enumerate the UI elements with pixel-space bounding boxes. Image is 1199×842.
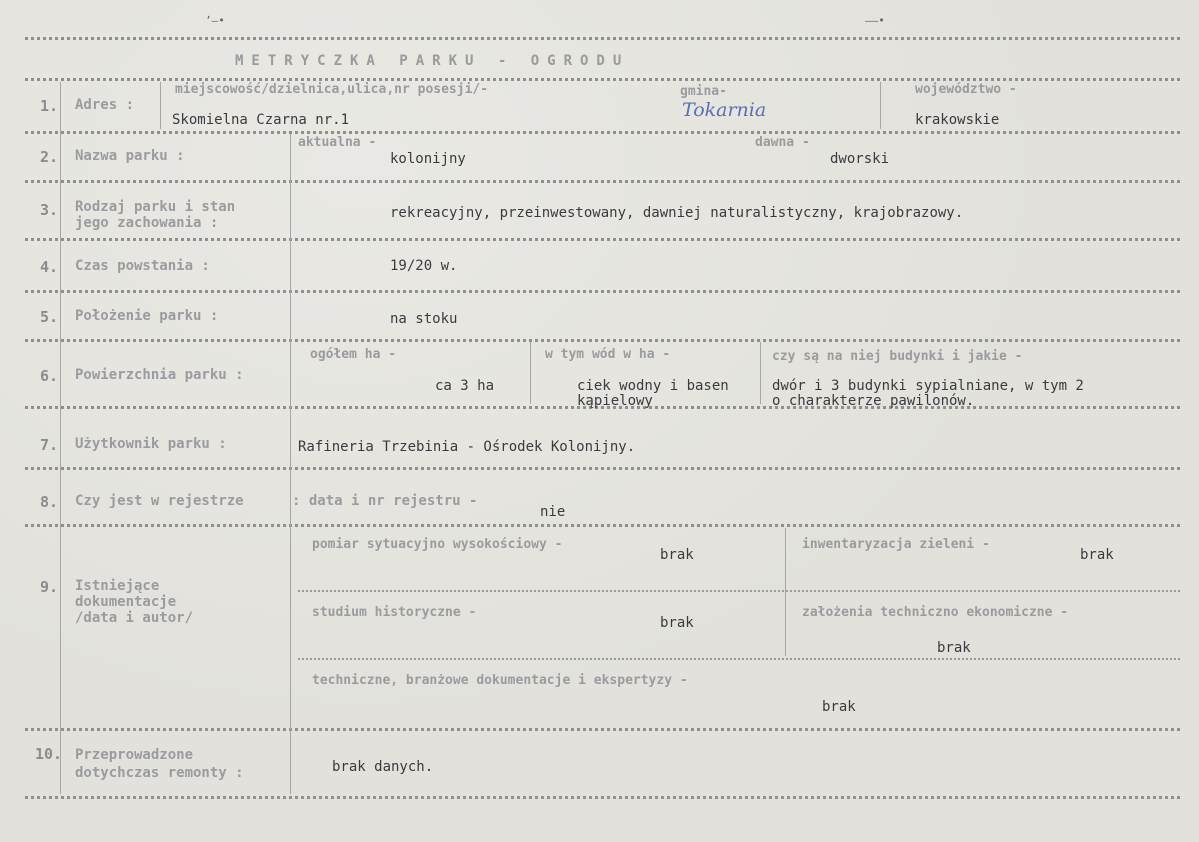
row9-studium-label: studium historyczne -	[312, 605, 477, 620]
row5-number: 5.	[40, 308, 59, 326]
rule-after-row5	[25, 339, 1180, 342]
row6-number: 6.	[40, 367, 59, 385]
row9-zalozenia-label: założenia techniczno ekonomiczne -	[802, 605, 1069, 620]
rule-bottom	[25, 796, 1180, 799]
row7-value: Rafineria Trzebinia - Ośrodek Kolonijny.	[298, 439, 636, 455]
row3-number: 3.	[40, 201, 59, 219]
row1-sub-local: miejscowość/dzielnica,ulica,nr posesji/-	[175, 82, 489, 97]
row8-label: Czy jest w rejestrze	[75, 493, 244, 509]
row7-label: Użytkownik parku :	[75, 436, 227, 452]
rule-row6-a	[530, 342, 531, 404]
row6-buildings-value-line1: dwór i 3 budynki sypialniane, w tym 2	[772, 378, 1084, 394]
row4-label: Czas powstania :	[75, 258, 210, 274]
rule-top	[25, 37, 1180, 40]
row1-number: 1.	[40, 97, 59, 115]
card-title: METRYCZKA PARKU - OGRODU	[235, 53, 630, 69]
rule-row9-column	[785, 528, 786, 656]
row9-zalozenia-value: brak	[937, 640, 971, 656]
row6-buildings-value-line2: o charakterze pawilonów.	[772, 393, 975, 409]
row9-pomiar-value: brak	[660, 547, 694, 563]
rule-after-row8	[25, 524, 1180, 527]
rule-row6-b	[760, 342, 761, 404]
row2-current-value: kolonijny	[390, 151, 466, 167]
rule-row1-label	[160, 82, 161, 129]
row1-woj-value: krakowskie	[915, 112, 1000, 128]
row2-number: 2.	[40, 148, 59, 166]
row5-label: Położenie parku :	[75, 308, 219, 324]
rule-after-row2	[25, 180, 1180, 183]
row3-label-line2: jego zachowania :	[75, 215, 219, 231]
rule-after-row7	[25, 467, 1180, 470]
row6-sub-water: w tym wód w ha -	[545, 347, 671, 362]
row6-water-value-line2: kąpielowy	[577, 393, 653, 409]
row1-sub-gmina: gmina-	[680, 84, 727, 99]
row6-water-value-line1: ciek wodny i basen	[577, 378, 729, 394]
row9-techniczne-value: brak	[822, 699, 856, 715]
rule-row1-woj	[880, 82, 881, 129]
row9-techniczne-label: techniczne, branżowe dokumentacje i ekspertyzy -	[312, 673, 688, 688]
row6-sub-buildings: czy są na niej budynki i jakie -	[772, 349, 1023, 364]
row2-label: Nazwa parku :	[75, 148, 185, 164]
row8-value: nie	[540, 504, 566, 520]
row9-pomiar-label: pomiar sytuacyjno wysokościowy -	[312, 537, 563, 552]
rule-after-row9	[25, 728, 1180, 731]
row10-label-line2: dotychczas remonty :	[75, 765, 244, 781]
row1-label: Adres :	[75, 97, 135, 113]
row10-number: 10.	[35, 745, 63, 763]
row6-sub-total: ogółem ha -	[310, 347, 397, 362]
rule-row9-b	[298, 658, 1180, 660]
row3-label-line1: Rodzaj parku i stan	[75, 199, 236, 215]
row4-value: 19/20 w.	[390, 258, 458, 274]
row9-number: 9.	[40, 578, 59, 596]
row1-local-value: Skomielna Czarna nr.1	[172, 112, 350, 128]
row8-sub: : data i nr rejestru -	[292, 493, 478, 509]
row2-sub-current: aktualna -	[298, 135, 377, 150]
top-mark-left: ʼ–•	[205, 14, 225, 27]
row9-label-line1: Istniejące	[75, 578, 160, 594]
row9-label-line3: /data i autor/	[75, 610, 194, 626]
row8-number: 8.	[40, 493, 59, 511]
row3-value: rekreacyjny, przeinwestowany, dawniej naturalistyczny, krajobrazowy.	[390, 205, 964, 221]
row9-inwentaryzacja-label: inwentaryzacja zieleni -	[802, 537, 990, 552]
row2-sub-old: dawna -	[755, 135, 810, 150]
rule-after-row3	[25, 238, 1180, 241]
row5-value: na stoku	[390, 311, 458, 327]
row1-sub-woj: województwo -	[915, 82, 1017, 97]
rule-after-row1	[25, 131, 1180, 134]
rule-label-column	[290, 134, 291, 794]
row9-label-line2: dokumentacje	[75, 594, 177, 610]
row1-gmina-handwritten: Tokarnia	[682, 99, 767, 121]
row2-old-value: dworski	[830, 151, 890, 167]
row10-value: brak danych.	[332, 759, 434, 775]
top-mark-right: ––•	[865, 14, 885, 27]
rule-number-column	[60, 82, 61, 794]
row4-number: 4.	[40, 258, 59, 276]
row6-total-value: ca 3 ha	[435, 378, 495, 394]
row6-label: Powierzchnia parku :	[75, 367, 244, 383]
rule-after-title	[25, 78, 1180, 81]
row7-number: 7.	[40, 436, 59, 454]
row9-studium-value: brak	[660, 615, 694, 631]
row10-label-line1: Przeprowadzone	[75, 747, 194, 763]
row9-inwentaryzacja-value: brak	[1080, 547, 1114, 563]
rule-row9-a	[298, 590, 1180, 592]
rule-after-row4	[25, 290, 1180, 293]
